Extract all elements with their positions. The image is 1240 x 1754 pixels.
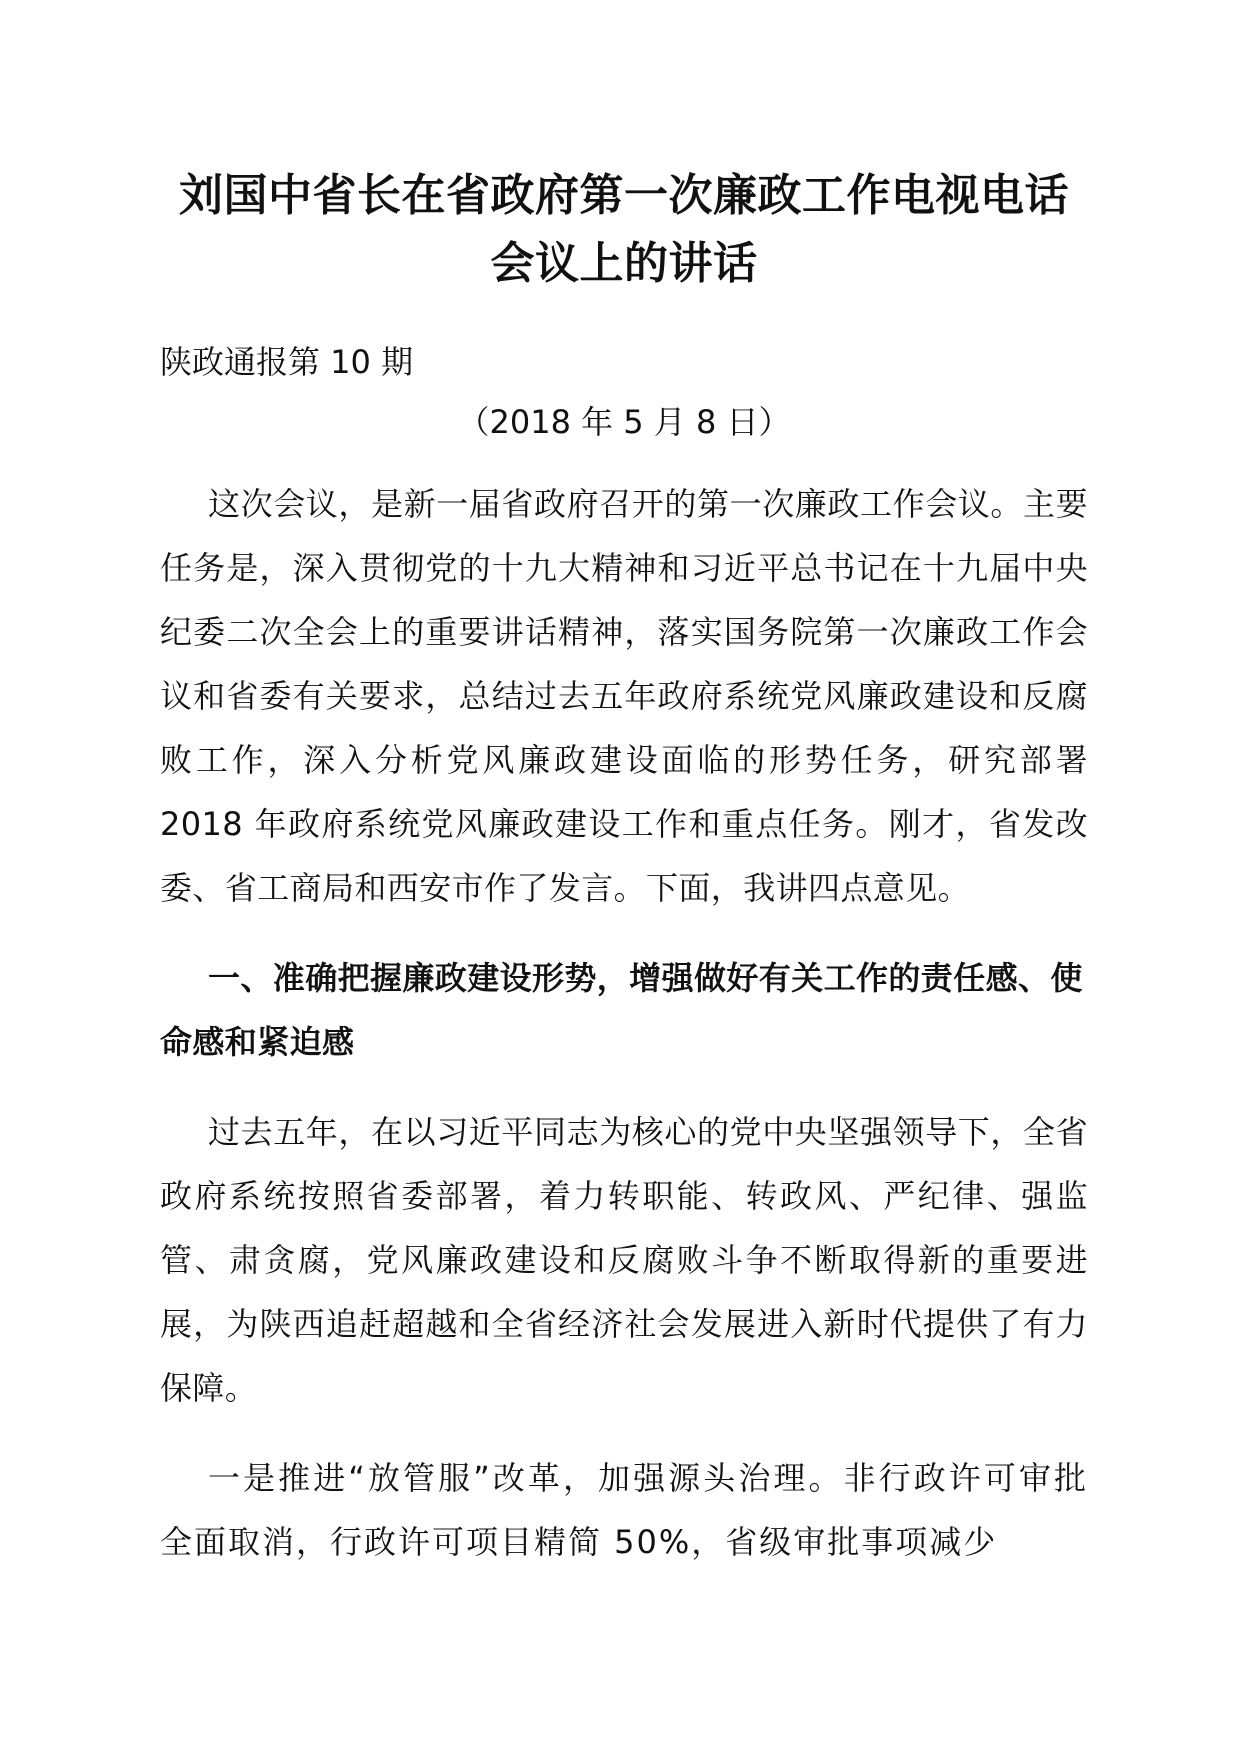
section-heading: 一、准确把握廉政建设形势，增强做好有关工作的责任感、使命感和紧迫感 <box>160 959 1083 1061</box>
body-paragraph: 过去五年，在以习近平同志为核心的党中央坚强领导下，全省政府系统按照省委部署，着力转职能、转政风、严纪律、强监管、肃贪腐，党风廉政建设和反腐败斗争不断取得新的重要进展，为陕西追赶超越和全省经济社会发展进入新时代提供了有力保障。 <box>160 1113 1088 1407</box>
intro-paragraph: 这次会议，是新一届省政府召开的第一次廉政工作会议。主要任务是，深入贯彻党的十九大精神和习近平总书记在十九届中央纪委二次全会上的重要讲话精神，落实国务院第一次廉政工作会议和省委有关要求，总结过去五年政府系统党风廉政建设和反腐败工作，深入分析党风廉政建设面临的形势任务，研究部署 2018 年政府系统党风廉政建设工作和重点任务。刚才，省发改委、省工商局和西安市作了发言。下面，我讲四点意见。 <box>160 485 1088 907</box>
body-paragraph: 一是推进“放管服”改革，加强源头治理。非行政许可审批全面取消，行政许可项目精简 50%，省级审批事项减少 <box>160 1459 1088 1561</box>
issue-number: 陕政通报第 10 期 <box>160 343 414 381</box>
document-body <box>160 162 1088 1574</box>
document-title: 刘国中省长在省政府第一次廉政工作电视电话会议上的讲话 <box>179 170 1069 289</box>
speech-date: （2018 年 5 月 8 日） <box>457 403 791 441</box>
